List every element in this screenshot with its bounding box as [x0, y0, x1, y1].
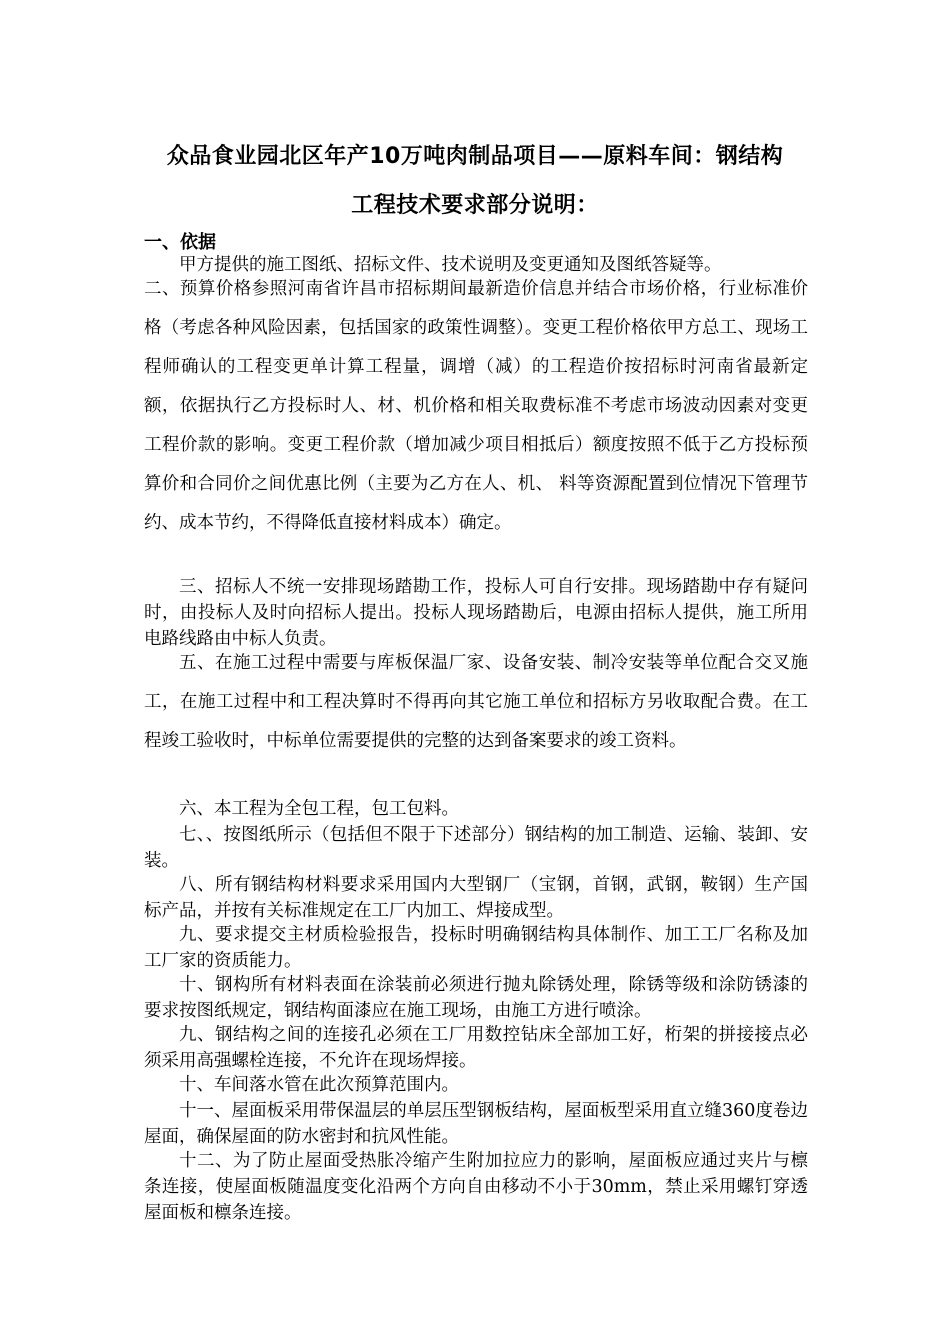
- paragraph-coordination: 五、在施工过程中需要与库板保温厂家、设备安装、制冷安装等单位配合交叉施工，在施工过程中和工程决算时不得再向其它施工单位和招标方另收取配合费。在工程竣工验收时，中标单位需要提供的完整的达到备案要求的竣工资料。: [144, 653, 808, 751]
- paragraph-scope: 七、、按图纸所示（包括但不限于下述部分）钢结构的加工制造、运输、装卸、安装。: [144, 825, 808, 871]
- paragraph-full-package: 六、本工程为全包工程，包工包料。: [179, 799, 459, 819]
- paragraph-site-survey: 三、招标人不统一安排现场踏勘工作，投标人可自行安排。现场踏勘中存有疑问时，由投标人及时向招标人提出。投标人现场踏勘后，电源由招标人提供，施工所用电路线路由中标人负责。: [144, 577, 808, 649]
- paragraph-thermal-expansion: 十二、为了防止屋面受热胀冷缩产生附加拉应力的影响，屋面板应通过夹片与檩条连接，使屋面板随温度变化沿两个方向自由移动不小于30mm，禁止采用螺钉穿透屋面板和檩条连接。: [144, 1151, 808, 1223]
- section-heading-basis: 一、依据: [144, 232, 216, 253]
- paragraph-pricing: 二、预算价格参照河南省许昌市招标期间最新造价信息并结合市场价格，行业标准价格（考虑各种风险因素，包括国家的政策性调整）。变更工程价格依甲方总工、现场工程师确认的工程变更单计算工程量，调增（减）的工程造价按招标时河南省最新定额，依据执行乙方投标时人、材、机价格和相关取费标准不考虑市场波动因素对变更工程价款的影响。变更工程价款（增加减少项目相抵后）额度按照不低于乙方投标预算价和合同价之间优惠比例（主要为乙方在人、机、 料等资源配置到位情况下管理节约、成本节约，不得降低直接材料成本）确定。: [144, 279, 808, 533]
- paragraph-roof-panel: 十一、屋面板采用带保温层的单层压型钢板结构，屋面板型采用直立缝360度卷边屋面，确保屋面的防水密封和抗风性能。: [144, 1101, 808, 1147]
- paragraph-connection-holes: 九、钢结构之间的连接孔必须在工厂用数控钻床全部加工好，桁架的拼接接点必须采用高强螺栓连接，不允许在现场焊接。: [144, 1025, 808, 1071]
- paragraph-inspection: 九、要求提交主材质检验报告，投标时明确钢结构具体制作、加工工厂名称及加工厂家的资质能力。: [144, 925, 808, 971]
- paragraph-downpipe: 十、车间落水管在此次预算范围内。: [179, 1075, 459, 1095]
- paragraph-materials: 八、所有钢结构材料要求采用国内大型钢厂（宝钢，首钢，武钢，鞍钢）生产国标产品，并按有关标准规定在工厂内加工、焊接成型。: [144, 875, 808, 921]
- document-title-line1: 众品食业园北区年产10万吨肉制品项目——原料车间：钢结构: [166, 144, 784, 169]
- document-title-line2: 工程技术要求部分说明：: [351, 193, 599, 218]
- paragraph-rust-removal: 十、钢构所有材料表面在涂装前必须进行抛丸除锈处理，除锈等级和涂防锈漆的要求按图纸规定，钢结构面漆应在施工现场，由施工方进行喷涂。: [144, 975, 808, 1021]
- paragraph-basis: 甲方提供的施工图纸、招标文件、技术说明及变更通知及图纸答疑等。: [179, 255, 722, 275]
